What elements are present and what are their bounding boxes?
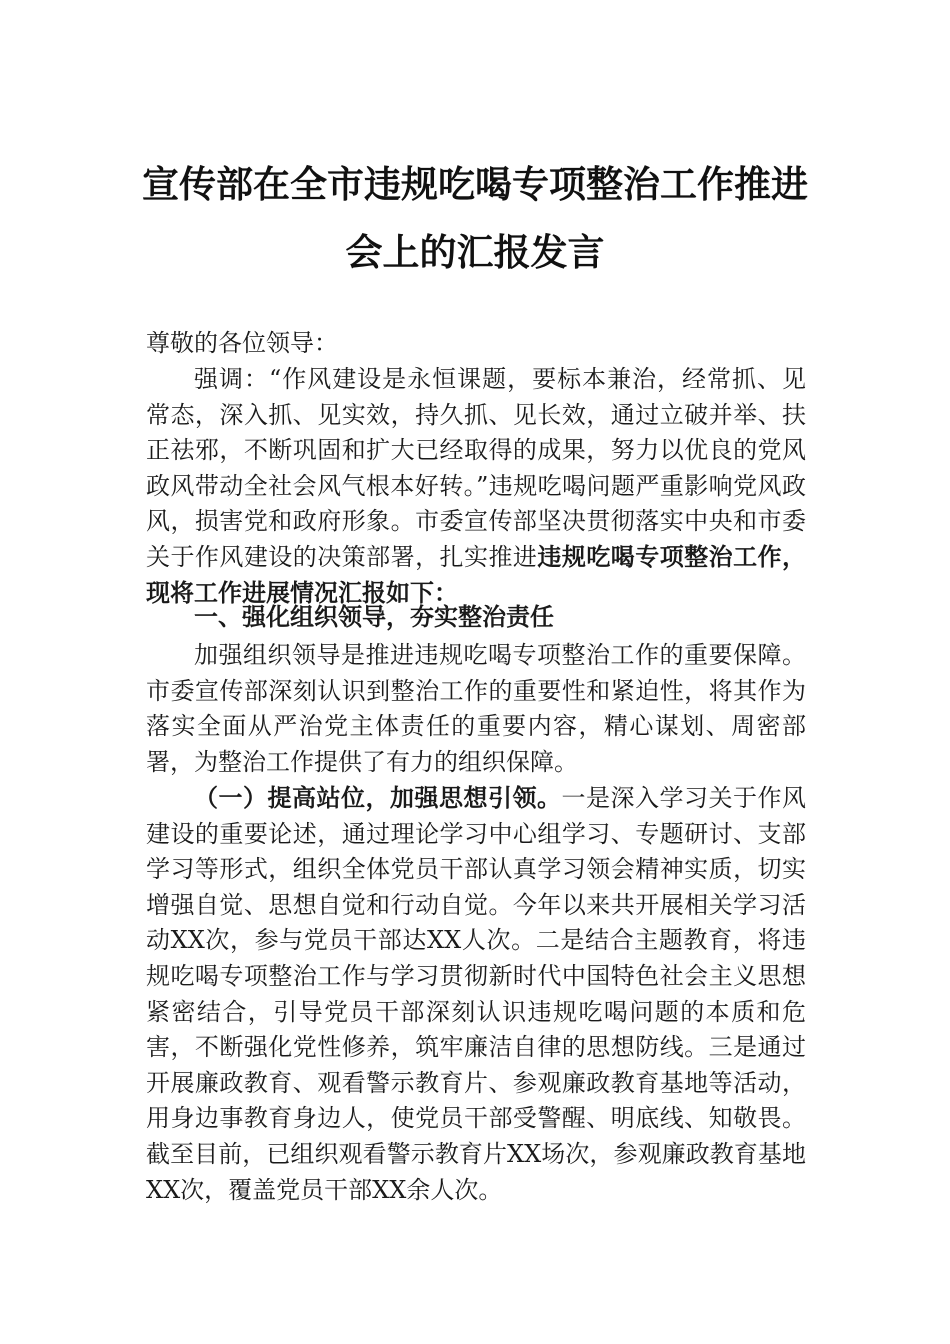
document-title-line-1: 宣传部在全市违规吃喝专项整治工作推进 bbox=[142, 162, 808, 206]
section-1-paragraph: 加强组织领导是推进违规吃喝专项整治工作的重要保障。市委宣传部深刻认识到整治工作的重要性和紧迫性，将其作为落实全面从严治党主体责任的重要内容，精心谋划、周密部署，为整治工作提供了有力的组织保障。 bbox=[146, 641, 806, 776]
intro-text-emphasis: 违规吃喝专项整治工作，现将工作进展情况汇报如下： bbox=[146, 542, 807, 607]
section-heading-1: 一、强化组织领导，夯实整治责任 bbox=[194, 603, 554, 631]
intro-paragraph bbox=[146, 362, 806, 611]
document-title-line-2: 会上的汇报发言 bbox=[345, 230, 605, 274]
subsection-1-text: 一是深入学习关于作风建设的重要论述，通过理论学习中心组学习、专题研讨、支部学习等形式，组织全体党员干部认真学习领会精神实质，切实增强自觉、思想自觉和行动自觉。今年以来共开展相关学习活动XX次，参与党员干部达XX人次。二是结合主题教育，将违规吃喝专项整治工作与学习贯彻新时代中国特色社会主义思想紧密结合，引导党员干部深刻认识违规吃喝问题的本质和危害，不断强化党性修养，筑牢廉洁自律的思想防线。三是通过开展廉政教育、观看警示教育片、参观廉政教育基地等活动，用身边事教育身边人，使党员干部受警醒、明底线、知敬畏。截至目前，已组织观看警示教育片XX场次，参观廉政教育基地XX次，覆盖党员干部XX余人次。 bbox=[146, 784, 806, 1204]
salutation: 尊敬的各位领导： bbox=[146, 329, 338, 357]
intro-text: 强调：“作风建设是永恒课题，要标本兼治，经常抓、见常态，深入抓、见实效，持久抓、见长效，通过立破并举、扶正祛邪，不断巩固和扩大已经取得的成果，努力以优良的党风政风带动全社会风气根本好转。”违规吃喝问题严重影响党风政风，损害党和政府形象。市委宣传部坚决贯彻落实中央和市委关于作风建设的决策部署，扎实推进 bbox=[146, 365, 806, 571]
subsection-1-paragraph bbox=[146, 780, 806, 1208]
subsection-1-heading: （一）提高站位，加强思想引领。 bbox=[194, 783, 562, 812]
